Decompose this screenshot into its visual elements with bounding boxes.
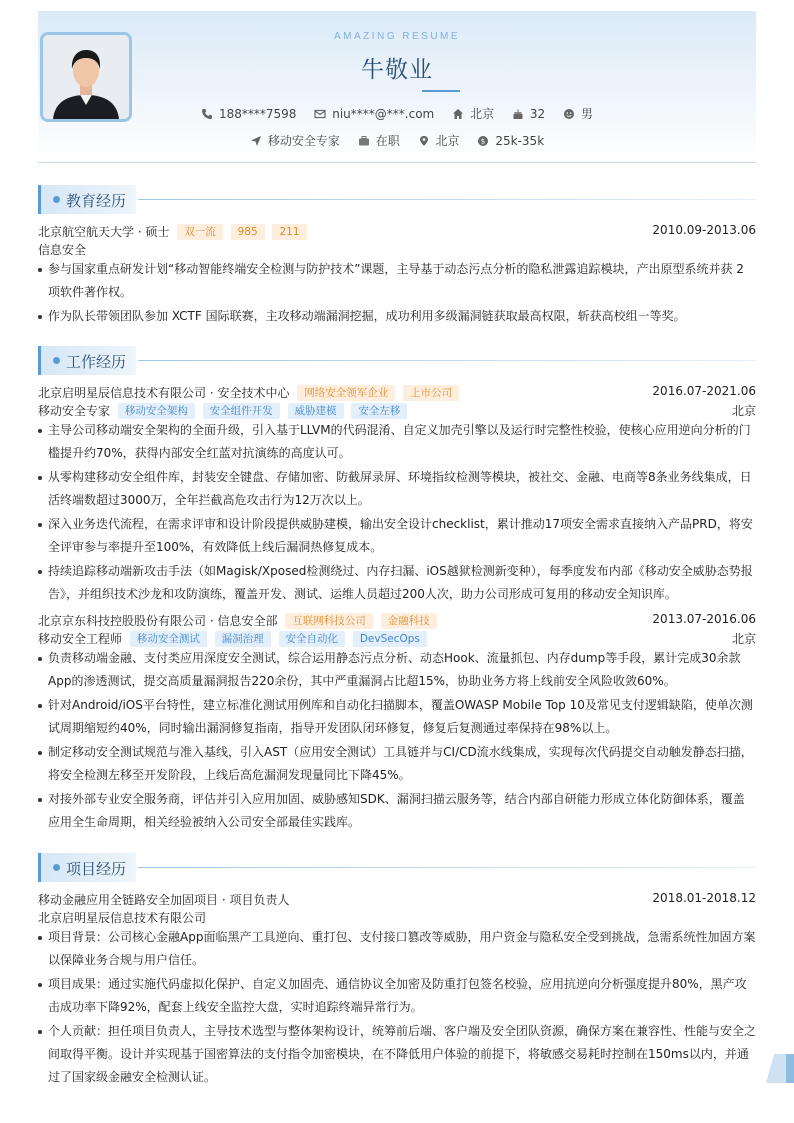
- section-title-work: 工作经历: [38, 346, 756, 375]
- project-period: 2018.01-2018.12: [652, 891, 756, 905]
- job-info-row: [38, 132, 756, 149]
- target-position-info: 移动安全专家: [250, 132, 340, 149]
- candidate-name: 牛敬业: [361, 57, 433, 83]
- education-school-row: [38, 223, 756, 241]
- list-item: 持续追踪移动端新攻击手法（如Magisk/Xposed检测绕过、内存扫漏、iOS越狱检测新变种），每季度发布内部《移动安全威胁态势报告》，并组织技术沙龙和攻防演练，覆盖开发、测试、运维人员超过200人次，助力公司形成可复用的移动安全知识库。: [38, 560, 756, 606]
- resume-page: [38, 11, 757, 1084]
- job-position: 移动安全工程师: [38, 632, 123, 646]
- list-item: 针对Android/iOS平台特性，建立标准化测试用例库和自动化扫描脚本，覆盖OWASP Mobile Top 10及常见支付逻辑缺陷，使单次测试周期缩短约40%，同时输出漏洞修复指南，指导开发团队闭环修复，修复后复测通过率保持在98%以上。: [38, 694, 756, 740]
- education-bullets: [38, 258, 756, 329]
- list-item: 深入业务迭代流程，在需求评审和设计阶段提供威胁建模，输出安全设计checklist，累计推动17项安全需求直接纳入产品PRD，将安全评审参与率提升至100%，有效降低上线后漏洞热修复成本。: [38, 513, 756, 559]
- school-tag: 985: [231, 224, 265, 240]
- project-bullets: [38, 926, 756, 1090]
- coin-icon: [477, 135, 489, 147]
- gender-info: 男: [563, 105, 593, 122]
- job-period: 2013.07-2016.06: [652, 612, 756, 626]
- section-title-project: 项目经历: [38, 853, 756, 882]
- company-tag: 网络安全领军企业: [297, 385, 395, 401]
- skill-tag: 安全组件开发: [203, 403, 280, 419]
- job-city: 北京: [731, 404, 756, 418]
- status-info: 在职: [358, 132, 400, 149]
- list-item: 项目成果：通过实施代码虚拟化保护、自定义加固壳、通信协议全加密及防重打包签名校验，应用抗逆向分析强度提升80%，黑产攻击成功率下降92%，配套上线安全监控大盘，实时追踪终端异常行为。: [38, 973, 756, 1019]
- contact-info-row: [38, 105, 756, 122]
- salary-info: $ 25k-35k: [477, 134, 544, 148]
- company-tag: 金融科技: [381, 613, 437, 629]
- resume-tagline: AMAZING RESUME: [333, 31, 461, 42]
- project-org: 北京启明星辰信息技术有限公司: [38, 911, 207, 925]
- city-info: 北京: [418, 132, 460, 149]
- job-position: 移动安全专家: [38, 404, 111, 418]
- education-major: 信息安全: [38, 243, 87, 257]
- send-icon: [250, 135, 262, 147]
- gender-icon: [563, 108, 575, 120]
- mail-icon: [314, 108, 326, 120]
- name-underline: [422, 90, 460, 92]
- school-tag: 211: [272, 224, 306, 240]
- skill-tag: 安全自动化: [279, 631, 346, 647]
- job-company-row: [38, 612, 756, 630]
- phone-info: 188****7598: [201, 107, 296, 121]
- education-period: 2010.09-2013.06: [652, 223, 756, 237]
- company-tag: 上市公司: [403, 385, 459, 401]
- cake-icon: [512, 108, 524, 120]
- phone-icon: [201, 108, 213, 120]
- skill-tag: 威胁建模: [288, 403, 344, 419]
- job-company-row: [38, 384, 756, 402]
- corner-decoration: [766, 1054, 794, 1083]
- school-tag: 双一流: [177, 224, 223, 240]
- list-item: 作为队长带领团队参加 XCTF 国际联赛，主攻移动端漏洞挖掘，成功利用多级漏洞链获取最高权限，斩获高校组一等奖。: [38, 305, 756, 328]
- skill-tag: DevSecOps: [353, 631, 427, 647]
- project-org-row: [38, 909, 756, 927]
- section-dot: [53, 196, 60, 203]
- job-position-row: [38, 630, 756, 648]
- list-item: 主导公司移动端安全架构的全面升级，引入基于LLVM的代码混淆、自定义加壳引擎以及运行时完整性校验，使核心应用逆向分析的门槛提升约70%，获得内部安全红蓝对抗演练的高度认可。: [38, 419, 756, 465]
- job-city: 北京: [731, 632, 756, 646]
- resume-header: [38, 11, 756, 163]
- job-period: 2016.07-2021.06: [652, 384, 756, 398]
- job-bullets: [38, 647, 756, 835]
- list-item: 参与国家重点研发计划“移动智能终端安全检测与防护技术”课题，主导基于动态污点分析的隐私泄露追踪模块，产出原型系统并获 2 项软件著作权。: [38, 258, 756, 304]
- project-name: 移动金融应用全链路安全加固项目 · 项目负责人: [38, 893, 290, 907]
- company-tag: 互联网科技公司: [285, 613, 373, 629]
- section-title-education: 教育经历: [38, 185, 756, 214]
- education-major-row: [38, 241, 756, 259]
- section-dot: [53, 357, 60, 364]
- company-name: 北京京东科技控股股份有限公司 · 信息安全部: [38, 614, 278, 628]
- list-item: 制定移动安全测试规范与准入基线，引入AST（应用安全测试）工具链并与CI/CD流水线集成，实现每次代码提交自动触发静态扫描，将安全检测左移至开发阶段，上线后高危漏洞发现量同比下降45%。: [38, 741, 756, 787]
- job-bullets: [38, 419, 756, 607]
- home-info: 北京: [452, 105, 494, 122]
- project-name-row: [38, 891, 756, 909]
- list-item: 个人贡献：担任项目负责人，主导技术选型与整体架构设计，统筹前后端、客户端及安全团队资源，确保方案在兼容性、性能与安全之间取得平衡。设计并实现基于国密算法的支付指令加密模块，在不降低用户体验的前提下，将敏感交易耗时控制在150ms以内，并通过了国家级金融安全检测认证。: [38, 1020, 756, 1089]
- skill-tag: 移动安全架构: [118, 403, 195, 419]
- svg-text:$: $: [481, 137, 486, 146]
- email-info: niu****@***.com: [314, 107, 434, 121]
- age-info: 32: [512, 107, 545, 121]
- skill-tag: 移动安全测试: [130, 631, 207, 647]
- school-name: 北京航空航天大学 · 硕士: [38, 225, 170, 239]
- list-item: 项目背景：公司核心金融App面临黑产工具逆向、重打包、支付接口篡改等威胁，用户资金与隐私安全受到挑战，急需系统性加固方案以保障业务合规与用户信任。: [38, 926, 756, 972]
- section-dot: [53, 864, 60, 871]
- job-position-row: [38, 402, 756, 420]
- skill-tag: 安全左移: [351, 403, 407, 419]
- skill-tag: 漏洞治理: [215, 631, 271, 647]
- location-pin-icon: [418, 135, 430, 147]
- company-name: 北京启明星辰信息技术有限公司 · 安全技术中心: [38, 386, 290, 400]
- list-item: 负责移动端金融、支付类应用深度安全测试，综合运用静态污点分析、动态Hook、流量抓包、内存dump等手段，累计完成30余款App的渗透测试，提交高质量漏洞报告220余份，其中严重漏洞占比超15%，协助业务方将上线前安全风险收敛60%。: [38, 647, 756, 693]
- briefcase-icon: [358, 135, 370, 147]
- home-icon: [452, 108, 464, 120]
- list-item: 从零构建移动安全组件库，封装安全键盘、存储加密、防截屏录屏、环境指纹检测等模块，被社交、金融、电商等8条业务线集成，日活终端数超过3000万，全年拦截高危攻击行为12万次以上。: [38, 466, 756, 512]
- list-item: 对接外部专业安全服务商，评估并引入应用加固、威胁感知SDK、漏洞扫描云服务等，结合内部自研能力形成立体化防御体系，覆盖应用全生命周期，相关经验被纳入公司安全部最佳实践库。: [38, 788, 756, 834]
